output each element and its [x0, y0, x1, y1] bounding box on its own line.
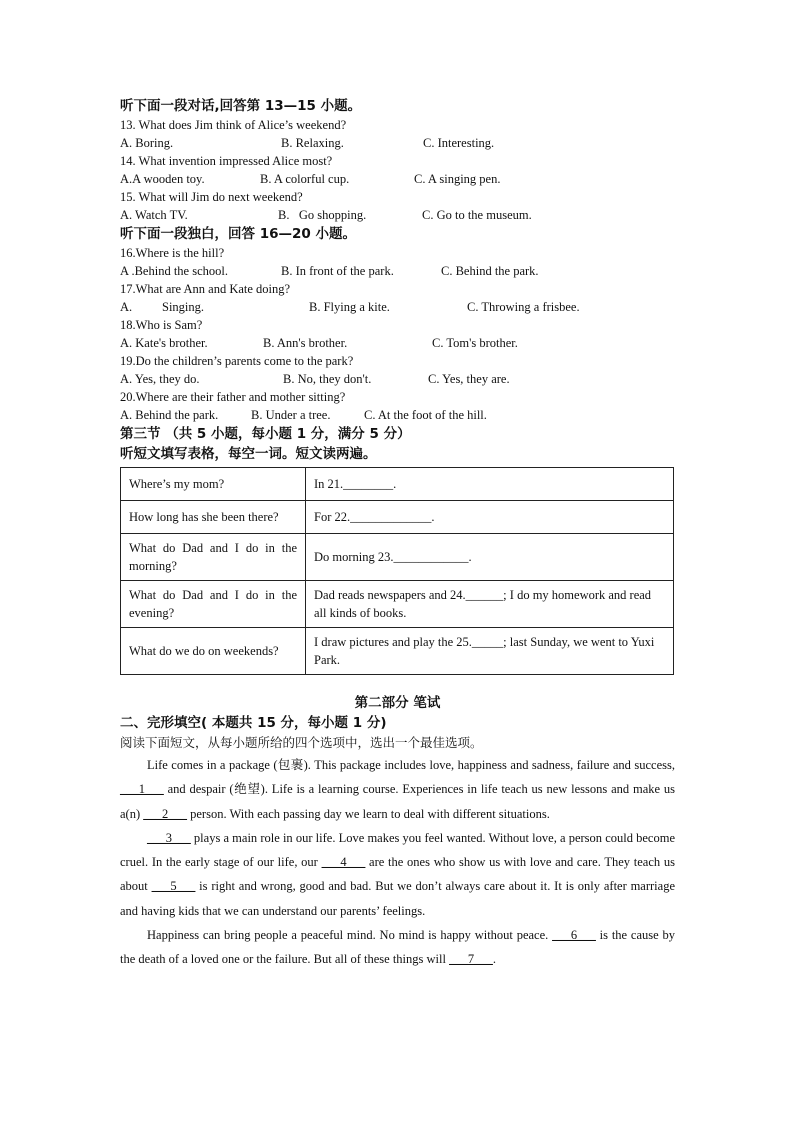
question-17: 17.What are Ann and Kate doing?	[120, 282, 291, 296]
option-b: B. Ann's brother.	[263, 336, 348, 350]
cloze-paragraph-3	[120, 923, 675, 972]
paragraph-text: Life comes in a package (包裹). This package includes love, happiness and sadness, failure and success,	[147, 758, 675, 772]
table-row	[121, 534, 674, 581]
option-c: C. Throwing a frisbee.	[467, 300, 580, 314]
table-answer-cell: I draw pictures and play the 25._____; last Sunday, we went to Yuxi Park.	[306, 628, 674, 675]
table-answer-cell: Do morning 23.____________.	[306, 534, 674, 581]
question-15: 15. What will Jim do next weekend?	[120, 190, 303, 204]
exam-page	[120, 96, 675, 972]
option-a: A. Watch TV.	[120, 208, 188, 222]
options-13	[120, 134, 675, 152]
table-question-cell: What do we do on weekends?	[121, 628, 306, 675]
option-c: C. Go to the museum.	[422, 208, 532, 222]
option-b: B. Relaxing.	[281, 136, 344, 150]
paragraph-text: is right and wrong, good and bad. But we don’t always care about it. It is only after marriage and having kids that we can understand our parents’ feelings.	[120, 879, 675, 918]
option-a: A.A wooden toy.	[120, 172, 205, 186]
question-19: 19.Do the children’s parents come to the park?	[120, 354, 354, 368]
option-b: B. Go shopping.	[278, 208, 367, 222]
options-15	[120, 206, 675, 224]
cloze-paragraph-2	[120, 826, 675, 923]
question-16: 16.Where is the hill?	[120, 246, 225, 260]
fill-in-table	[120, 467, 674, 675]
option-b: B. A colorful cup.	[260, 172, 350, 186]
table-row	[121, 468, 674, 501]
table-question-cell: What do Dad and I do in the morning?	[121, 534, 306, 581]
cloze-blank-3: ___3___	[147, 830, 191, 845]
paragraph-text: Happiness can bring people a peaceful mind. No mind is happy without peace.	[147, 928, 553, 943]
table-answer-cell: Dad reads newspapers and 24.______; I do my homework and read all kinds of books.	[306, 581, 674, 628]
part-two-title: 第二部分 笔试	[354, 695, 441, 711]
section-heading-dialogue: 听下面一段对话,回答第 13—15 小题。	[120, 98, 362, 114]
options-20	[120, 406, 675, 424]
options-16	[120, 262, 675, 280]
cloze-paragraph-1	[120, 753, 675, 826]
option-c: C. Tom's brother.	[432, 336, 518, 350]
option-a: A. Yes, they do.	[120, 372, 200, 386]
paragraph-text: plays a main role in our life. Love makes you feel wanted. Without love, a person could become cruel. In the early stage of our life, our	[120, 830, 675, 870]
option-c: C. At the foot of the hill.	[364, 408, 487, 422]
option-c: C. Behind the park.	[441, 264, 539, 278]
option-c: C. Yes, they are.	[428, 372, 510, 386]
table-question-cell: What do Dad and I do in the evening?	[121, 581, 306, 628]
option-b: B. No, they don't.	[283, 372, 372, 386]
table-question-cell: How long has she been there?	[121, 501, 306, 534]
option-b: B. In front of the park.	[281, 264, 394, 278]
paragraph-text: person. With each passing day we learn to deal with different situations.	[187, 806, 550, 821]
option-a: A. Behind the park.	[120, 408, 219, 422]
table-answer-cell: For 22._____________.	[306, 501, 674, 534]
option-c: C. A singing pen.	[414, 172, 501, 186]
option-a: A. Kate's brother.	[120, 336, 208, 350]
options-18	[120, 334, 675, 352]
option-a-text: Singing.	[162, 300, 205, 314]
table-row	[121, 501, 674, 534]
option-a: A.	[120, 300, 133, 314]
section-heading-monologue: 听下面一段独白，回答 16—20 小题。	[120, 226, 356, 242]
table-answer-cell: In 21.________.	[306, 468, 674, 501]
option-a: A .Behind the school.	[120, 264, 228, 278]
section-heading-part3: 第三节 （共 5 小题，每小题 1 分，满分 5 分）	[120, 426, 411, 442]
paragraph-text: and despair (绝望). Life is a learning course. Experiences in life teach us new lessons and make us a(n)	[120, 782, 675, 821]
cloze-blank-7: ___7___	[449, 952, 493, 967]
options-17	[120, 298, 675, 316]
paragraph-text: is the cause by the death of a loved one or the failure. But all of these things will	[120, 928, 675, 967]
options-14	[120, 170, 675, 188]
options-19	[120, 370, 675, 388]
cloze-blank-4: ___4___	[321, 855, 366, 870]
table-row	[121, 581, 674, 628]
cloze-blank-1: ___1___	[120, 782, 164, 797]
option-a: A. Boring.	[120, 136, 174, 150]
option-b: B. Under a tree.	[251, 408, 331, 422]
cloze-blank-6: ___6___	[552, 928, 596, 943]
question-13: 13. What does Jim think of Alice’s weekend?	[120, 118, 347, 132]
question-14: 14. What invention impressed Alice most?	[120, 154, 333, 168]
option-b: B. Flying a kite.	[309, 300, 390, 314]
question-20: 20.Where are their father and mother sitting?	[120, 390, 346, 404]
question-18: 18.Who is Sam?	[120, 318, 203, 332]
section-instruction-part3: 听短文填写表格，每空一词。短文读两遍。	[120, 446, 377, 462]
cloze-blank-5: ___5___	[151, 879, 196, 894]
table-row	[121, 628, 674, 675]
cloze-heading: 二、完形填空( 本题共 15 分，每小题 1 分)	[120, 715, 387, 731]
paragraph-text: .	[492, 952, 496, 967]
option-c: C. Interesting.	[423, 136, 495, 150]
table-question-cell: Where’s my mom?	[121, 468, 306, 501]
cloze-blank-2: ___2___	[143, 806, 187, 821]
paragraph-text: are the ones who show us with love and care. They teach us about	[120, 855, 675, 894]
cloze-instruction: 阅读下面短文，从每小题所给的四个选项中，选出一个最佳选项。	[120, 736, 483, 750]
